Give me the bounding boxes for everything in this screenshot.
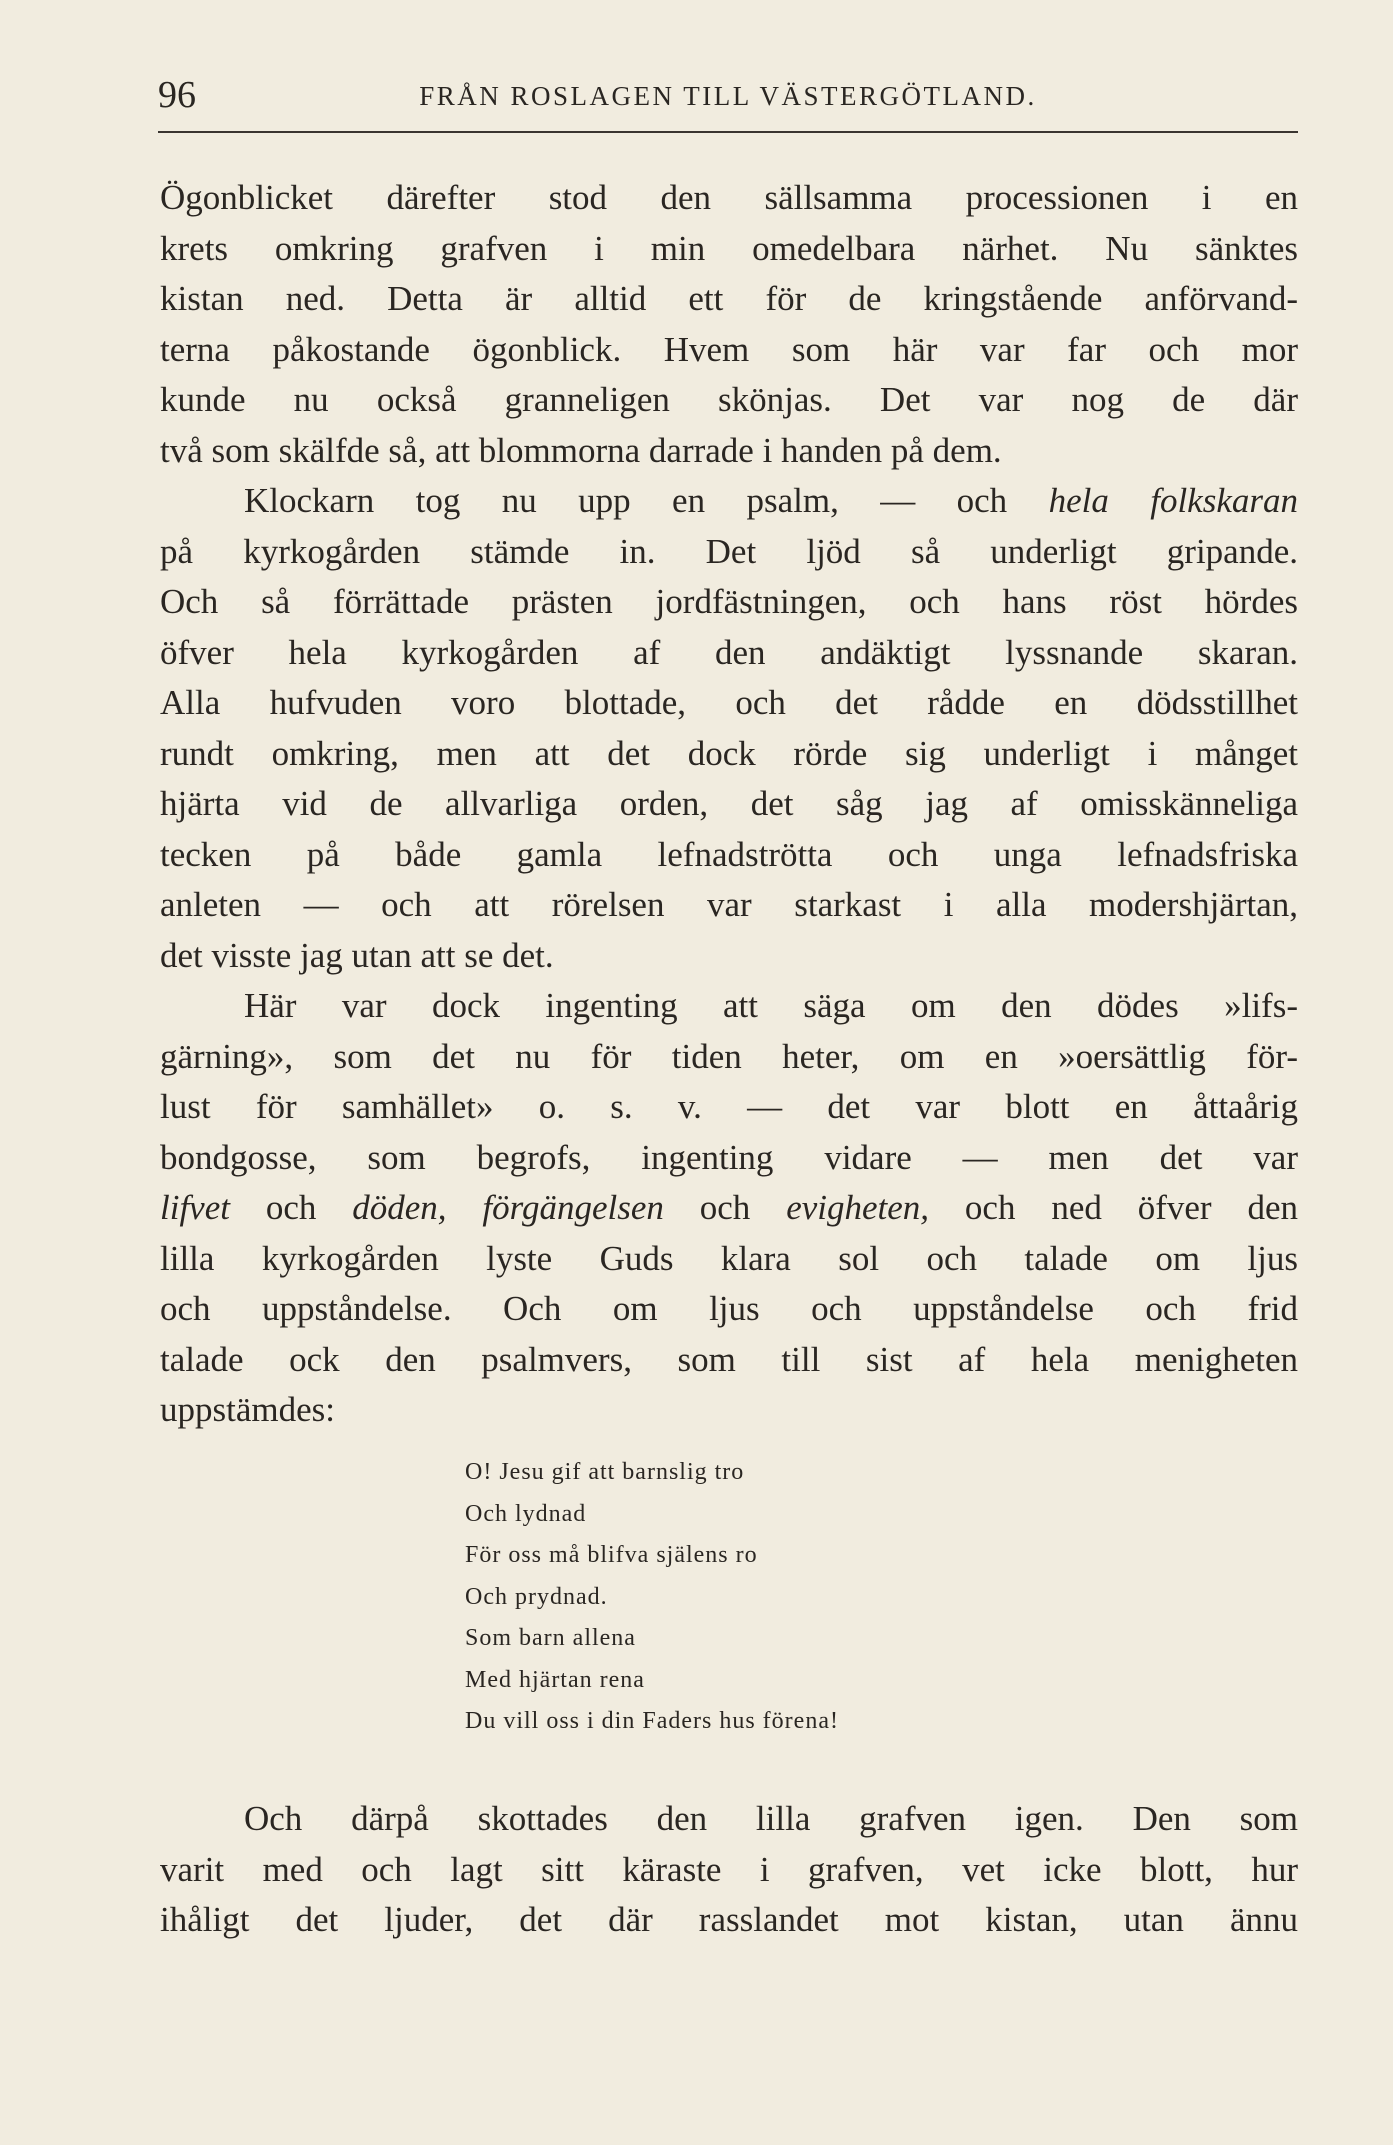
header-rule [158,131,1298,133]
hymn-line: Som barn allena [465,1625,636,1651]
body-line: rundt omkring, men att det dock rörde sig underligt i månget [160,733,1298,773]
emphasis-text: evigheten, [786,1188,930,1227]
emphasis-text: döden, förgängelsen [352,1188,664,1227]
body-line: kunde nu också granneligen skönjas. Det var nog de där [160,380,1298,419]
body-line-text: och [229,1188,353,1227]
running-title: FRÅN ROSLAGEN TILL VÄSTERGÖTLAND. [419,81,1037,111]
closing-paragraph [160,1794,1298,1946]
body-line: Och därpå skottades den lilla grafven igen. Den som [244,1799,1298,1838]
body-line: terna påkostande ögonblick. Hvem som här var far och mor [160,329,1298,369]
running-head [158,70,1298,120]
body-line: öfver hela kyrkogården af den andäktigt lyssnande skaran. [160,632,1298,672]
body-line: talade ock den psalmvers, som till sist af hela menigheten [160,1339,1298,1379]
hymn-verse [465,1452,839,1743]
body-line: krets omkring grafven i min omedelbara närhet. Nu sänktes [160,228,1298,268]
page-number: 96 [158,74,196,116]
body-line: hjärta vid de allvarliga orden, det såg jag af omisskänneliga [160,784,1298,823]
hymn-line: Och prydnad. [465,1583,608,1610]
hymn-line: För oss må blifva själens ro [465,1542,758,1568]
body-line: gärning», som det nu för tiden heter, om en »oersättlig för- [160,1036,1298,1076]
body-line: uppstämdes: [160,1390,335,1429]
body-line: lilla kyrkogården lyste Guds klara sol och talade om ljus [160,1238,1298,1278]
body-line: bondgosse, som begrofs, ingenting vidare — men det var [160,1137,1298,1177]
body-line: Här var dock ingenting att säga om den dödes »lifs- [244,986,1298,1025]
body-line: Alla hufvuden voro blottade, och det rådde en dödsstillhet [160,683,1298,722]
hymn-line: Med hjärtan rena [465,1666,645,1693]
body-line: varit med och lagt sitt käraste i grafven, vet icke blott, hur [160,1849,1298,1889]
body-line [160,1183,1298,1234]
body-line: två som skälfde så, att blommorna darrade i handen på dem. [160,430,1002,470]
body-line: och uppståndelse. Och om ljus och uppståndelse och frid [160,1289,1298,1328]
hymn-line: O! Jesu gif att barnslig tro [465,1459,745,1485]
body-line: ihåligt det ljuder, det där rasslandet mot kistan, utan ännu [160,1900,1298,1939]
body-line: kistan ned. Detta är alltid ett för de kringstående anförvand- [160,279,1298,318]
body-line-text: Klockarn tog nu upp en psalm, — och [244,481,1049,520]
body-line: anleten — och att rörelsen var starkast i alla modershjärtan, [160,885,1298,924]
body-text [160,173,1298,1436]
emphasis-text: lifvet [160,1188,230,1227]
body-line [160,476,1298,527]
hymn-line: Du vill oss i din Faders hus förena! [465,1708,839,1734]
body-line-text: och ned öfver den [929,1188,1298,1227]
body-line: det visste jag utan att se det. [160,935,554,975]
body-line: på kyrkogården stämde in. Det ljöd så underligt gripande. [160,531,1298,571]
hymn-line: Och lydnad [465,1500,587,1527]
body-line: Och så förrättade prästen jordfästningen, och hans röst hördes [160,582,1298,621]
body-line-text: och [663,1188,787,1227]
emphasis-text: hela folkskaran [1048,481,1298,520]
body-line: Ögonblicket därefter stod den sällsamma processionen i en [160,178,1298,217]
body-line: lust för samhället» o. s. v. — det var blott en åttaårig [160,1087,1298,1126]
body-line: tecken på både gamla lefnadströtta och unga lefnadsfriska [160,834,1298,874]
